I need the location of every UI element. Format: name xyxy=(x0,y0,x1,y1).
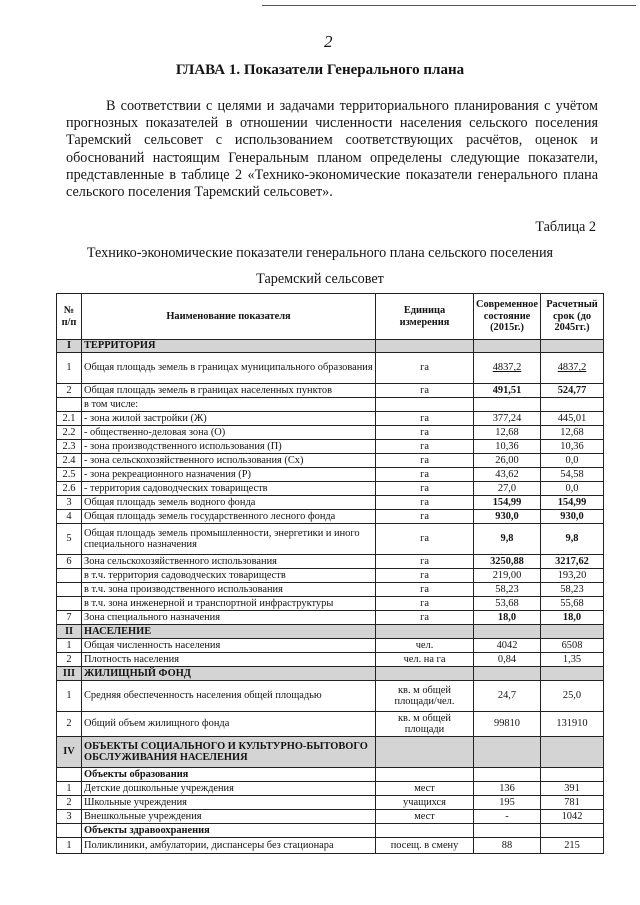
table-row: 7 Зона специального назначения га 18,0 18,0 xyxy=(57,611,604,625)
table-row: 3 Общая площадь земель водного фонда га 154,99 154,99 xyxy=(57,496,604,510)
table-row: III ЖИЛИЩНЫЙ ФОНД xyxy=(57,667,604,681)
top-rule xyxy=(262,5,636,6)
table-row: I ТЕРРИТОРИЯ xyxy=(57,340,604,353)
indicators-table xyxy=(56,293,604,854)
table-row: 2.3 - зона производственного использования (П) га 10,36 10,36 xyxy=(57,440,604,454)
table-title: Технико-экономические показатели генерального плана сельского поселения xyxy=(86,245,554,261)
header-current: Современное состояние (2015г.) xyxy=(474,294,541,340)
table-label: Таблица 2 xyxy=(535,219,596,235)
table-row: 1 Общая численность населения чел. 4042 6508 xyxy=(57,639,604,653)
table-row: в т.ч. зона производственного использования га 58,23 58,23 xyxy=(57,583,604,597)
intro-paragraph xyxy=(66,98,598,201)
table-row: 6 Зона сельскохозяйственного использования га 3250,88 3217,62 xyxy=(57,555,604,569)
intro-text: В соответствии с целями и задачами территориального планирования с учётом прогнозных показателей в отношении численности населения сельского поселения Таремский сельсовет с использованием соответствующих расчётов, оценок и обоснований настоящим Генеральным планом определены следующие показатели, представленные в таблице 2 «Технико-экономические показатели генерального плана сельского поселения Таремский сельсовет». xyxy=(66,98,598,201)
table-row: 1 Детские дошкольные учреждения мест 136 391 xyxy=(57,782,604,796)
header-name: Наименование показателя xyxy=(82,294,376,340)
table-row: 2.6 - территория садоводческих товариществ га 27,0 0,0 xyxy=(57,482,604,496)
table-row: 2.4 - зона сельскохозяйственного использования (Сх) га 26,00 0,0 xyxy=(57,454,604,468)
table-row: 2.5 - зона рекреационного назначения (Р) га 43,62 54,58 xyxy=(57,468,604,482)
table-row: в т.ч. территория садоводческих товариществ га 219,00 193,20 xyxy=(57,569,604,583)
table-row: 1 Поликлиники, амбулатории, диспансеры без стационара посещ. в смену 88 215 xyxy=(57,838,604,854)
table-row: в т.ч. зона инженерной и транспортной инфраструктуры га 53,68 55,68 xyxy=(57,597,604,611)
table-row: 3 Внешкольные учреждения мест - 1042 xyxy=(57,810,604,824)
table-title-line2: Таремский сельсовет xyxy=(256,271,384,287)
table-row: 2 Плотность населения чел. на га 0,84 1,35 xyxy=(57,653,604,667)
table-row: IV ОБЪЕКТЫ СОЦИАЛЬНОГО И КУЛЬТУРНО-БЫТОВОГО ОБСЛУЖИВАНИЯ НАСЕЛЕНИЯ xyxy=(57,737,604,768)
table-row: Объекты здравоохранения xyxy=(57,824,604,838)
table-row: 2 Общая площадь земель в границах населенных пунктов га 491,51 524,77 xyxy=(57,384,604,398)
table-row: 4 Общая площадь земель государственного лесного фонда га 930,0 930,0 xyxy=(57,510,604,524)
table-row: 5 Общая площадь земель промышленности, энергетики и иного специального назначения га 9,8 9,8 xyxy=(57,524,604,555)
table-row: II НАСЕЛЕНИЕ xyxy=(57,625,604,639)
table-row: 2 Общий объем жилищного фонда кв. м общей площади 99810 131910 xyxy=(57,712,604,737)
page-number: 2 xyxy=(324,32,333,51)
table-row: 1 Средняя обеспеченность населения общей площадью кв. м общей площади/чел. 24,7 25,0 xyxy=(57,681,604,712)
table-row: 1 Общая площадь земель в границах муниципального образования га 4837,2 4837,2 xyxy=(57,353,604,384)
header-unit: Единица измерения xyxy=(376,294,474,340)
header-planned: Расчетный срок (до 2045гг.) xyxy=(541,294,604,340)
table-row: Объекты образования xyxy=(57,768,604,782)
table-row: 2.2 - общественно-деловая зона (О) га 12,68 12,68 xyxy=(57,426,604,440)
header-num: № п/п xyxy=(57,294,82,340)
table-row: 2 Школьные учреждения учащихся 195 781 xyxy=(57,796,604,810)
table-row: 2.1 - зона жилой застройки (Ж) га 377,24 445,01 xyxy=(57,412,604,426)
table-row: в том числе: xyxy=(57,398,604,412)
chapter-title: ГЛАВА 1. Показатели Генерального плана xyxy=(175,62,465,78)
